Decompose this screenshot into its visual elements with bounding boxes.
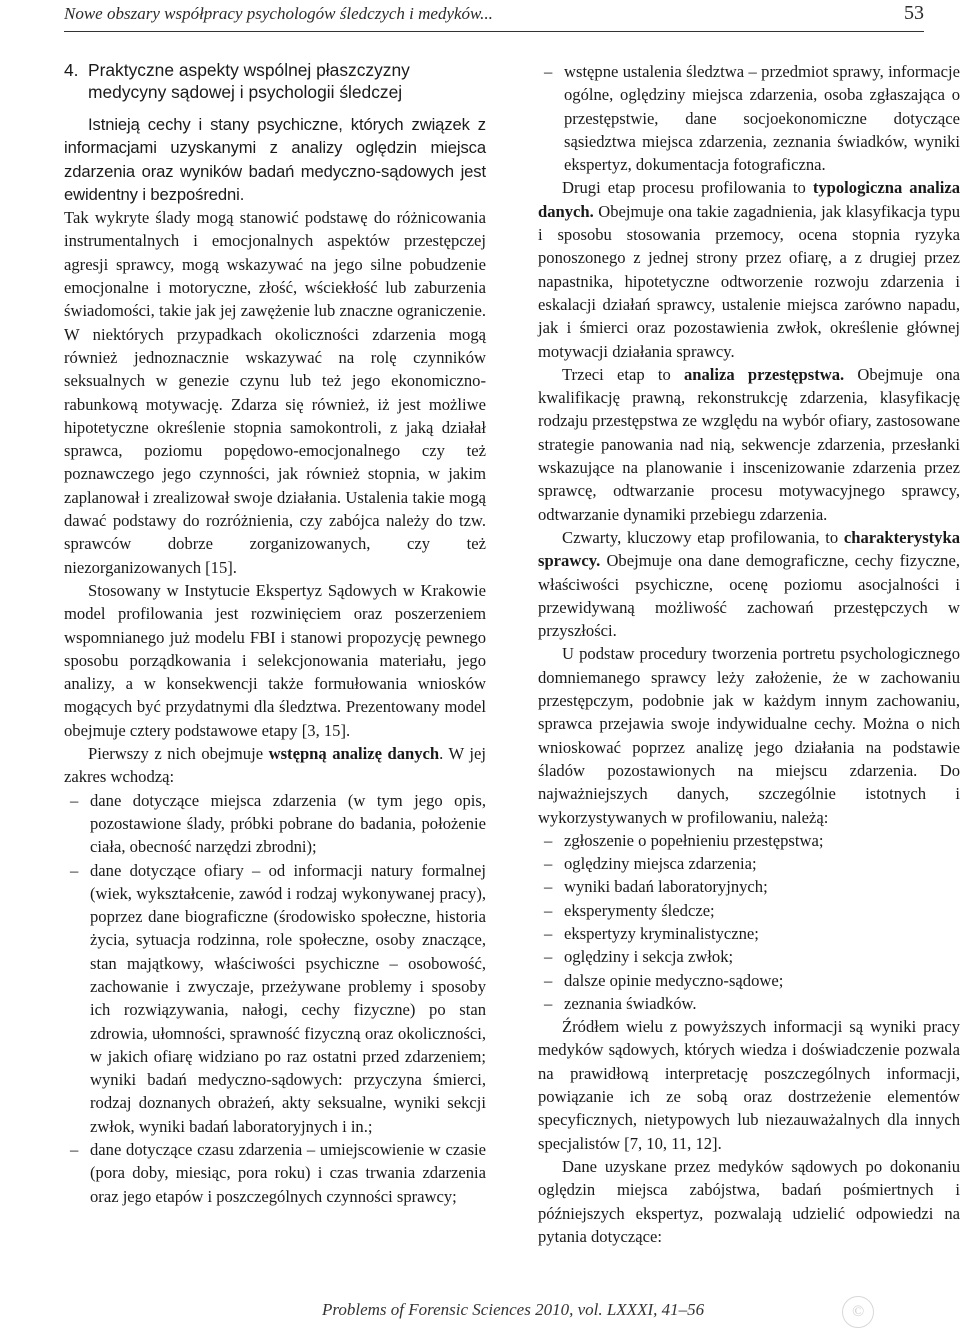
page-number: 53 (904, 2, 924, 24)
header-rule (64, 31, 924, 32)
list-item: – zgłoszenie o popełnieniu przestępstwa; (538, 829, 960, 852)
paragraph-traces: Tak wykryte ślady mogą stanowić podstawę do różnicowania instrumentalnych i emocjonalnych aspektów przestępczej agresji sprawcy, mogą wskazywać na jego silne pobudzenie emocjonalne i motoryczne, złość, wściekłość lub zaburzenia świadomości, takie jak jej zawężenie lub znaczne ograniczenie. W niektórych przypadkach okoliczności zdarzenia mogą również jednoznacznie wskazywać na rolę czynników seksualnych w genezie czynu lub też jego ekonomiczno-rabunkową motywację. Zdarza się również, iż jest możliwe hipotetyczne określenie stopnia samokontroli, z jaką działał sprawca, poziomu popędowo-emocjonalnego czy też poznawczego jego czynności, jak również stopnia, w jakim zaplanował i zrealizował swoje działania. Ustalenia takie mogą dawać podstawy do rozróżnienia, czy zabójca należy do tzw. sprawców dobrze zorganizowanych, czy też niezorganizowanych [15]. (64, 208, 486, 577)
right-column (538, 60, 960, 1248)
list-item: – oględziny miejsca zdarzenia; (538, 852, 960, 875)
list-item: – eksperymenty śledcze; (538, 899, 960, 922)
term-crime-analysis: analiza przestępstwa. (683, 364, 845, 384)
list-item: – wyniki badań laboratoryjnych; (538, 875, 960, 898)
list-item: – ekspertyzy kryminalistyczne; (538, 922, 960, 945)
paragraph-questions: Dane uzyskane przez medyków sądowych po dokonaniu oględzin miejsca zabójstwa, badań pośmiertnych i późniejszych ekspertyz, pozwalają udzielić odpowiedzi na pytania dotyczące: (538, 1156, 960, 1246)
list-item: – oględziny i sekcja zwłok; (538, 945, 960, 968)
paragraph-third-stage: Trzeci etap to analiza przestępstwa. Obejmuje ona kwalifikację prawną, rekonstrukcję zdarzenia, klasyfikację rodzaju przestępstwa ze względu na wybór ofiary, zastosowane strategie panowania nad nią, sekwencje zdarzenia, przesłanki wskazujące na planowanie i inscenizowanie zdarzenia przez sprawcę, odtwarzanie procesu motywacyjnego sprawcy, odtwarzanie dynamiki przebiegu zdarzenia. (538, 364, 960, 524)
data-list-left (64, 789, 486, 1208)
paragraph-model: Stosowany w Instytucie Ekspertyz Sądowych w Krakowie model profilowania jest rozwinięciem oraz poszerzeniem wspomnianego już modelu FBI i stanowi propozycję pewnego sposobu porządkowania i selekcjonowania materiału, jego analizy, a w konsekwencji także formułowania wniosków mogących być przydatnymi dla śledztwa. Prezentowany model obejmuje cztery podstawowe etapy [3, 15]. (64, 580, 486, 740)
data-list-sources (538, 829, 960, 1015)
list-item: – dane dotyczące ofiary – od informacji natury formalnej (wiek, wykształcenie, zawód i rodzaj wykonywanej pracy), poprzez dane biograficzne (środowisko społeczne, historia życia, sytuacja rodzinna, role społeczne, osoby znaczące, stan majątkowy, właściwości psychiczne – osobowość, zachowanie i zwyczaje, przeżywane problemy i sposoby ich rozwiązywania, nałogi, cechy fizyczne) po stan zdrowia, ułomności, sprawność fizyczną oraz okoliczności, w jakich ofiarę widziano po raz ostatni przed zdarzeniem; wyniki badań medyczno-sądowych: przyczyna śmierci, rodzaj doznanych obrażeń, akty seksualne, wyniki sekcji zwłok, wyniki badań laboratoryjnych i in.; (64, 859, 486, 1139)
paragraph-procedure: U podstaw procedury tworzenia portretu psychologicznego domniemanego sprawcy leży założenie, że w zachowaniu przestępczym, podobnie jak w każdym innym zachowaniu, sprawca przejawia swoje indywidualne cechy. Można o nich wnioskować poprzez analizę jego działania na podstawie śladów pozostawionych na miejscu zdarzenia. Do najważniejszych danych, szczególnie istotnych i wykorzystywanych w profilowaniu, należą: (538, 644, 960, 827)
term-typological-analysis: typologiczna analiza danych. (538, 178, 960, 221)
left-column (64, 60, 486, 1208)
section-title: Praktyczne aspekty wspólnej płaszczyzny medycyny sądowej i psychologii śledczej (88, 60, 410, 102)
paragraph-first-stage: Pierwszy z nich obejmuje wstępną analizę danych. W jej zakres wchodzą: (64, 744, 486, 787)
list-item: – wstępne ustalenia śledztwa – przedmiot sprawy, informacje ogólne, oględziny miejsca zdarzenia, osoba zgłaszająca o przestępstwie, dane socjoekonomiczne dotyczące sąsiedztwa miejsca zdarzenia, zeznania świadków, wyniki ekspertyz, dokumentacja fotograficzna. (538, 60, 960, 176)
data-list-right-top (538, 60, 960, 176)
list-item: – dane dotyczące miejsca zdarzenia (w tym jego opis, pozostawione ślady, próbki pobrane do badania, położenie ciała, obecność narzędzi zbrodni); (64, 789, 486, 859)
paragraph-sources: Źródłem wielu z powyższych informacji są wyniki pracy medyków sądowych, których wiedza i doświadczenie pozwala na prawidłową interpretację poszczególnych informacji, powiązanie ich ze sobą oraz dostrzeżenie elementów specyficznych, nietypowych lub niezauważalnych dla innych specjalistów [7, 10, 11, 12]. (538, 1017, 960, 1153)
paragraph-intro: Istnieją cechy i stany psychiczne, których związek z informacjami uzyskanymi z analizy oględzin miejsca zdarzenia oraz wyników badań medyczno-sądowych jest ewidentny i bezpośredni. (64, 115, 486, 204)
running-title: Nowe obszary współpracy psychologów śledczych i medyków... (64, 4, 493, 23)
copyright-mark-icon: © (842, 1296, 874, 1328)
paragraph-second-stage: Drugi etap procesu profilowania to typologiczna analiza danych. Obejmuje ona takie zagadnienia, jak klasyfikacja typu i sposobu stosowania przemocy, ocena stopnia ryzyka ponoszonego z jednej strony przez ofiarę, a z drugiej przez napastnika, hipotetyczne odtworzenie rozwoju zdarzenia i eskalacji działań sprawcy, ustalenie miejsca zarówno napadu, jak i śmierci oraz pozostawienia zwłok, określenie głównej motywacji działania sprawcy. (538, 178, 960, 361)
term-offender-profile: charakterystyka sprawcy. (538, 527, 960, 571)
list-item: – zeznania świadków. (538, 992, 960, 1015)
list-item: – dane dotyczące czasu zdarzenia – umiejscowienie w czasie (pora doby, miesiąc, pora roku) i czas trwania zdarzenia oraz jego etapów i poszczególnych czynności sprawcy; (64, 1138, 486, 1208)
section-heading (64, 60, 486, 103)
section-number: 4. (64, 60, 79, 80)
list-item: – dalsze opinie medyczno-sądowe; (538, 969, 960, 992)
paragraph-fourth-stage: Czwarty, kluczowy etap profilowania, to charakterystyka sprawcy. Obejmuje ona dane demograficzne, cechy fizyczne, właściwości psychiczne, ocenę poziomu asocjalności i przewidywaną możliwość zachowań przestępczych w przyszłości. (538, 527, 960, 641)
running-header (64, 4, 924, 34)
journal-footer: Problems of Forensic Sciences 2010, vol. LXXXI, 41–56 (322, 1300, 705, 1319)
term-initial-analysis: wstępną analizę danych (268, 744, 440, 764)
